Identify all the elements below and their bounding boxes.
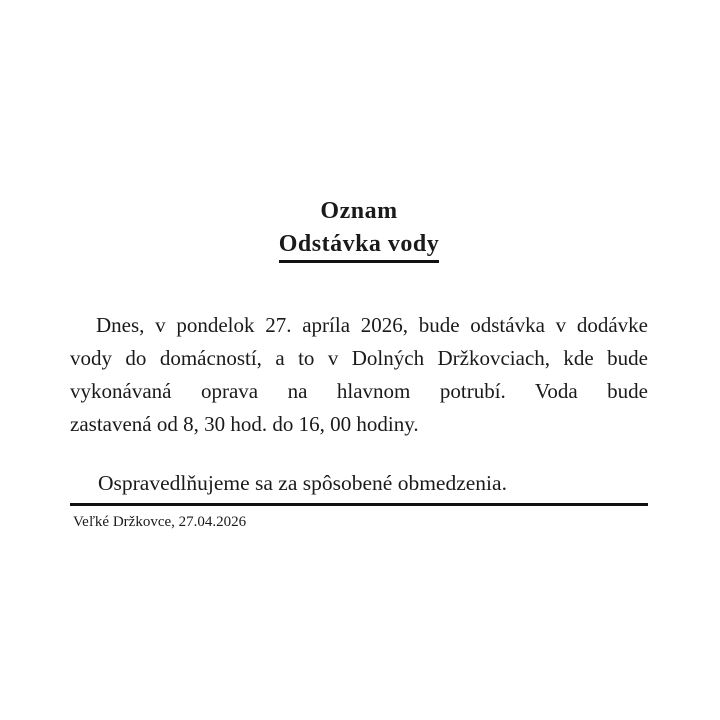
apology-line: Ospravedlňujeme sa za spôsobené obmedzenia. — [98, 471, 507, 495]
notice-subtitle — [70, 230, 648, 263]
notice-subtitle-text: Odstávka vody — [279, 230, 440, 263]
notice-paragraph — [70, 309, 648, 441]
notice-title: Oznam — [320, 198, 398, 224]
paragraph-line: vykonávaná oprava na hlavnom potrubí. Voda bude — [70, 379, 648, 403]
signature-rule — [70, 503, 648, 506]
notice-content — [70, 0, 648, 532]
paragraph-line: Dnes, v pondelok 27. apríla 2026, bude odstávka v dodávke — [96, 313, 648, 337]
place-date-line: Veľké Držkovce, 27.04.2026 — [73, 514, 247, 530]
paragraph-line: zastavená od 8, 30 hod. do 16, 00 hodiny. — [70, 412, 419, 436]
paragraph-line: vody do domácností, a to v Dolných Držkovciach, kde bude — [70, 346, 648, 370]
